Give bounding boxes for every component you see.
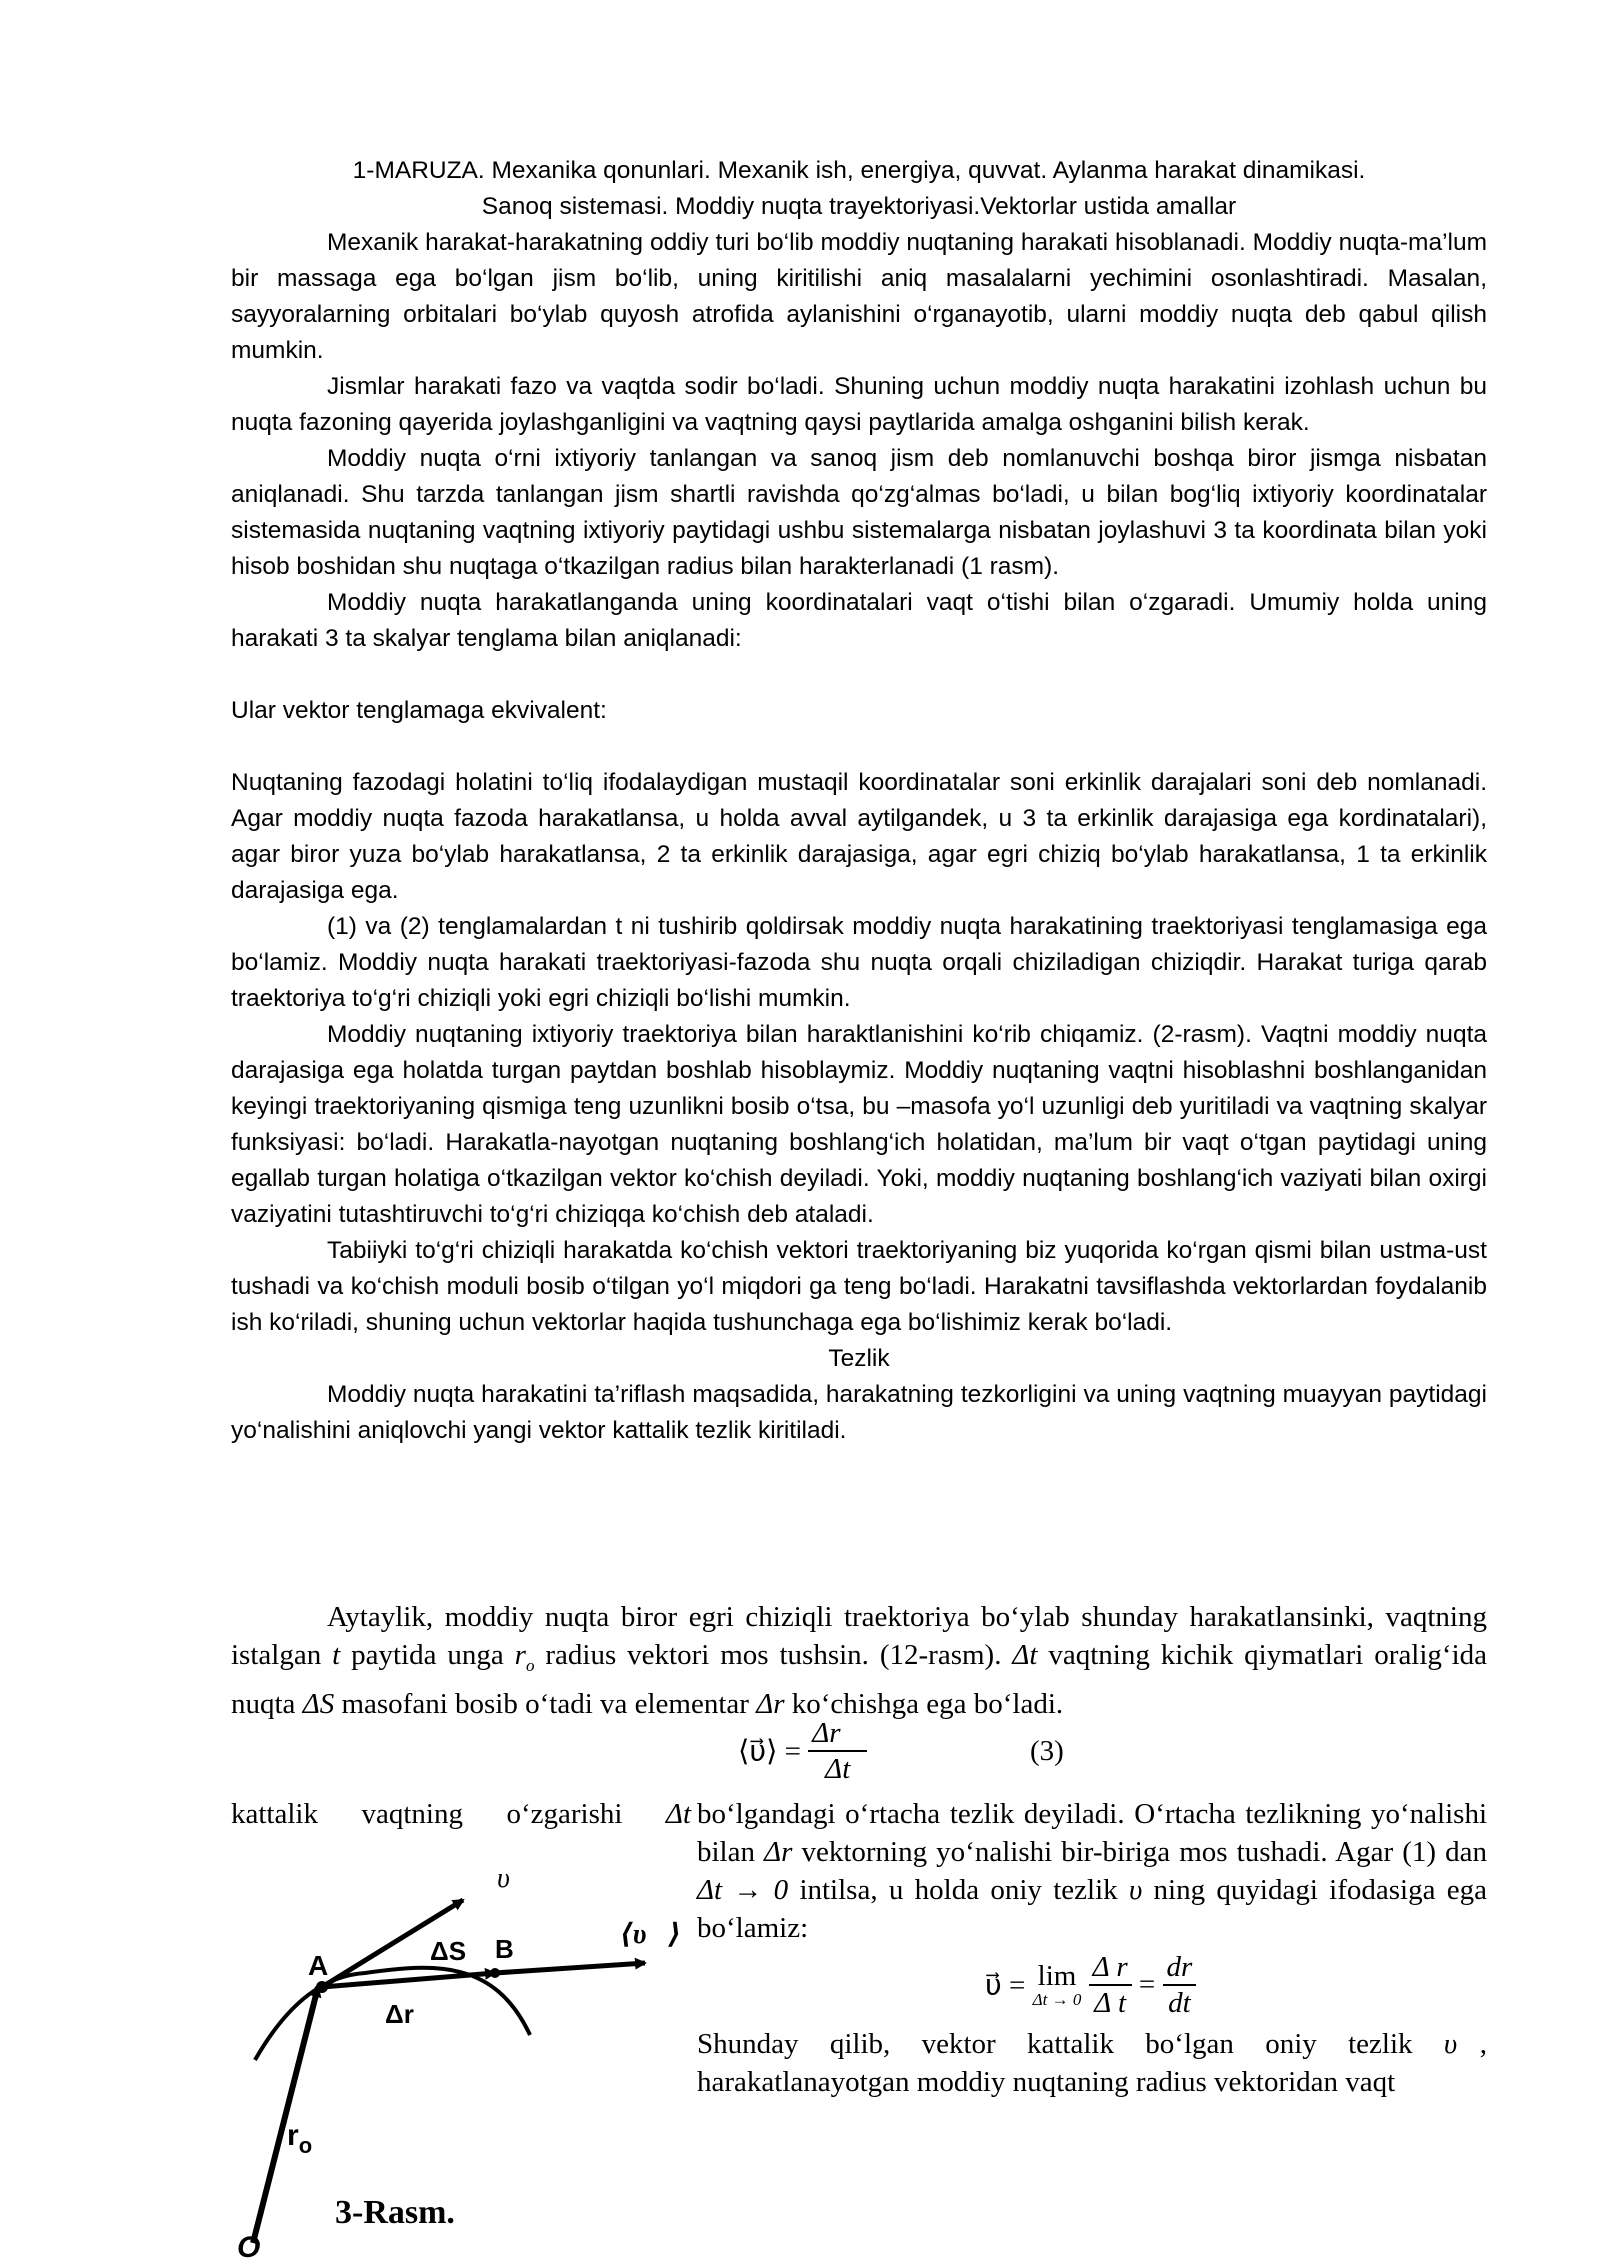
equation-number-3: (3) xyxy=(1030,1735,1064,1767)
paragraph-1: Mexanik harakat-harakatning oddiy turi bo‘lib moddiy nuqtaning harakati hisoblanadi. Moddiy nuqta-ma’lum bir massaga ega bo‘lgan jism bo‘lib, uning kiritilishi aniq masalalarni yechimini osonlashtiradi. Masalan, sayyoralarning orbitalari bo‘ylab quyosh atrofida aylanishini o‘rganayotib, ularni moddiy nuqta deb qabul qilish mumkin. xyxy=(231,229,1487,364)
lecture-title-line-1: 1-MARUZA. Mexanika qonunlari. Mexanik ish, energiya, quvvat. Aylanma harakat dinamikasi. xyxy=(352,157,1366,184)
point-b xyxy=(490,1968,500,1978)
blank-space xyxy=(231,657,1487,693)
paragraph-12: bo‘lgandagi o‘rtacha tezlik deyiladi. O‘rtacha tezlikning yo‘nalishi bilan Δr vektorning yo‘nalishi bir-biriga mos tushadi. Agar (1) dan Δt → 0 intilsa, u holda oniy tezlik υ ning quyidagi ifodasiga ega bo‘lamiz: xyxy=(697,1798,1487,1944)
paragraph-3: Moddiy nuqta o‘rni ixtiyoriy tanlangan va sanoq jism deb nomlanuvchi boshqa biror jismga nisbatan aniqlanadi. Shu tarzda tanlangan jism shartli ravishda qo‘zg‘almas bo‘ladi, u bilan bog‘liq ixtiyoriy koordinatalar sistemasida nuqtaning vaqtning ixtiyoriy paytidagi ushbu sistemalarga nisbatan joylashuvi 3 ta koordinata bilan yoki hisob boshidan shu nuqtaga o‘tkazilgan radius bilan harakterlanadi (1 rasm). xyxy=(231,445,1487,580)
paragraph-9: Tabiiyki to‘g‘ri chiziqli harakatda ko‘chish vektori traektoriyaning biz yuqorida ko‘rgan qismi bilan ustma-ust tushadi va ko‘chish moduli bosib o‘tilgan yo‘l miqdori ga teng bo‘ladi. Harakatni tavsiflashda vektorlardan foydalanib ish ko‘riladi, shuning uchun vektorlar haqida tushunchaga ega bo‘lishimiz kerak bo‘ladi. xyxy=(231,1237,1487,1336)
radius-vector-r0 xyxy=(253,1987,318,2243)
label-velocity: υ⃗ xyxy=(497,1863,532,1894)
label-delta-s: ΔS xyxy=(430,1936,467,1966)
equation-average-velocity: ⟨υ⃗⟩ = $\frac{\Delta r⃗}{\Delta t}$ xyxy=(738,1716,867,1786)
section-heading-tezlik: Tezlik xyxy=(828,1345,890,1372)
paragraph-4: Moddiy nuqta harakatlanganda uning koordinatalari vaqt o‘tishi bilan o‘zgaradi. Umumiy holda uning harakati 3 ta skalyar tenglama bilan aniqlanadi: xyxy=(231,589,1487,652)
lecture-title-line-2: Sanoq sistemasi. Moddiy nuqta trayektoriyasi.Vektorlar ustida amallar xyxy=(481,193,1237,220)
paragraph-5: Ular vektor tenglamaga ekvivalent: xyxy=(231,697,607,724)
label-r0: $r_o$ xyxy=(287,2119,313,2158)
label-a: A xyxy=(308,1950,329,1981)
equation-instant-velocity: υ⃗ = lim Δt → 0 $\frac{\text{Δ r}}{\text{Δ t}}$ = $\frac{dr}{dt}$ xyxy=(985,1950,1196,2020)
paragraph-7: (1) va (2) tenglamalardan t ni tushirib qoldirsak moddiy nuqta harakatining traektoriyasi tenglamasiga ega bo‘lamiz. Moddiy nuqta harakati traektoriyasi-fazoda shu nuqta orqali chiziladigan chiziqdir. Harakat turiga qarab traektoriya to‘g‘ri chiziqli yoki egri chiziqli bo‘lishi mumkin. xyxy=(231,913,1487,1012)
paragraph-8: Moddiy nuqtaning ixtiyoriy traektoriya bilan haraktlanishini ko‘rib chiqamiz. (2-rasm). Vaqtni moddiy nuqta darajasiga ega holatda turgan paytdan boshlab hisoblaymiz. Moddiy nuqtaning vaqtni hisoblashni boshlanganidan keyingi traektoriyaning qismiga teng uzunlikni bosib o‘tsa, bu –masofa yo‘l uzunligi deb yuritiladi va vaqtning skalyar funksiyasi: bo‘ladi. Harakatla-nayotgan nuqtaning boshlang‘ich holatidan, ma’lum bir vaqt o‘tgan paytidagi uning egallab turgan holatiga o‘tkazilgan vektor ko‘chish deyiladi. Yoki, moddiy nuqtaning boshlang‘ich vaziyati bilan oxirgi vaziyatini tutashtiruvchi to‘g‘ri chiziqqa ko‘chish deb ataladi. xyxy=(231,1021,1487,1228)
label-origin: O xyxy=(237,2231,261,2264)
point-a xyxy=(316,1981,328,1993)
right-text-column xyxy=(697,1795,1487,1947)
paragraph-2: Jismlar harakati fazo va vaqtda sodir bo‘ladi. Shuning uchun moddiy nuqta harakatini izohlash uchun bu nuqta fazoning qayerida joylashganligini va vaqtning qaysi paytlarida amalga oshganini bilish kerak. xyxy=(231,373,1487,436)
paragraph-13: Shunday qilib, vektor kattalik bo‘lgan oniy tezlik υ⃗, harakatlanayotgan moddiy nuqtaning radius vektoridan vaqt xyxy=(697,2028,1487,2098)
paragraph-10: Moddiy nuqta harakatini ta’riflash maqsadida, harakatning tezkorligini va uning vaqtning muayyan paytidagi yo‘nalishini aniqlovchi yangi vektor kattalik tezlik kiritiladi. xyxy=(231,1381,1487,1444)
paragraph-12-lead: kattalik vaqtning o‘zgarishi Δt xyxy=(231,1798,691,1830)
upper-text-block xyxy=(231,153,1487,1449)
label-delta-r: Δr xyxy=(385,1999,414,2029)
blank-space xyxy=(231,729,1487,765)
average-velocity-vector xyxy=(495,1963,645,1973)
paragraph-6: Nuqtaning fazodagi holatini to‘liq ifodalaydigan mustaqil koordinatalar soni erkinlik darajalari soni deb nomlanadi. Agar moddiy nuqta fazoda harakatlansa, u holda avval aytilgandek, u 3 ta erkinlik darajasiga ega kordinatalari), agar biror yuza bo‘ylab harakatlansa, 2 ta erkinlik darajasiga, agar egri chiziq bo‘ylab harakatlansa, 1 ta erkinlik darajasiga ega. xyxy=(231,769,1487,904)
label-b: B xyxy=(495,1934,514,1964)
paragraph-11: Aytaylik, moddiy nuqta biror egri chiziqli traektoriya bo‘ylab shunday harakatlansinki, vaqtning istalgan t paytida unga $r_o$ radius vektori mos tushsin. (12-rasm). Δt vaqtning kichik qiymatlari oralig‘ida nuqta ΔS masofani bosib o‘tadi va elementar Δr ko‘chishga ega bo‘ladi. xyxy=(231,1601,1488,1720)
figure-velocity-diagram xyxy=(225,1845,685,2265)
figure-caption: 3-Rasm. xyxy=(335,2194,455,2231)
label-average-velocity: ⟨υ⃗⟩ xyxy=(620,1919,682,1950)
